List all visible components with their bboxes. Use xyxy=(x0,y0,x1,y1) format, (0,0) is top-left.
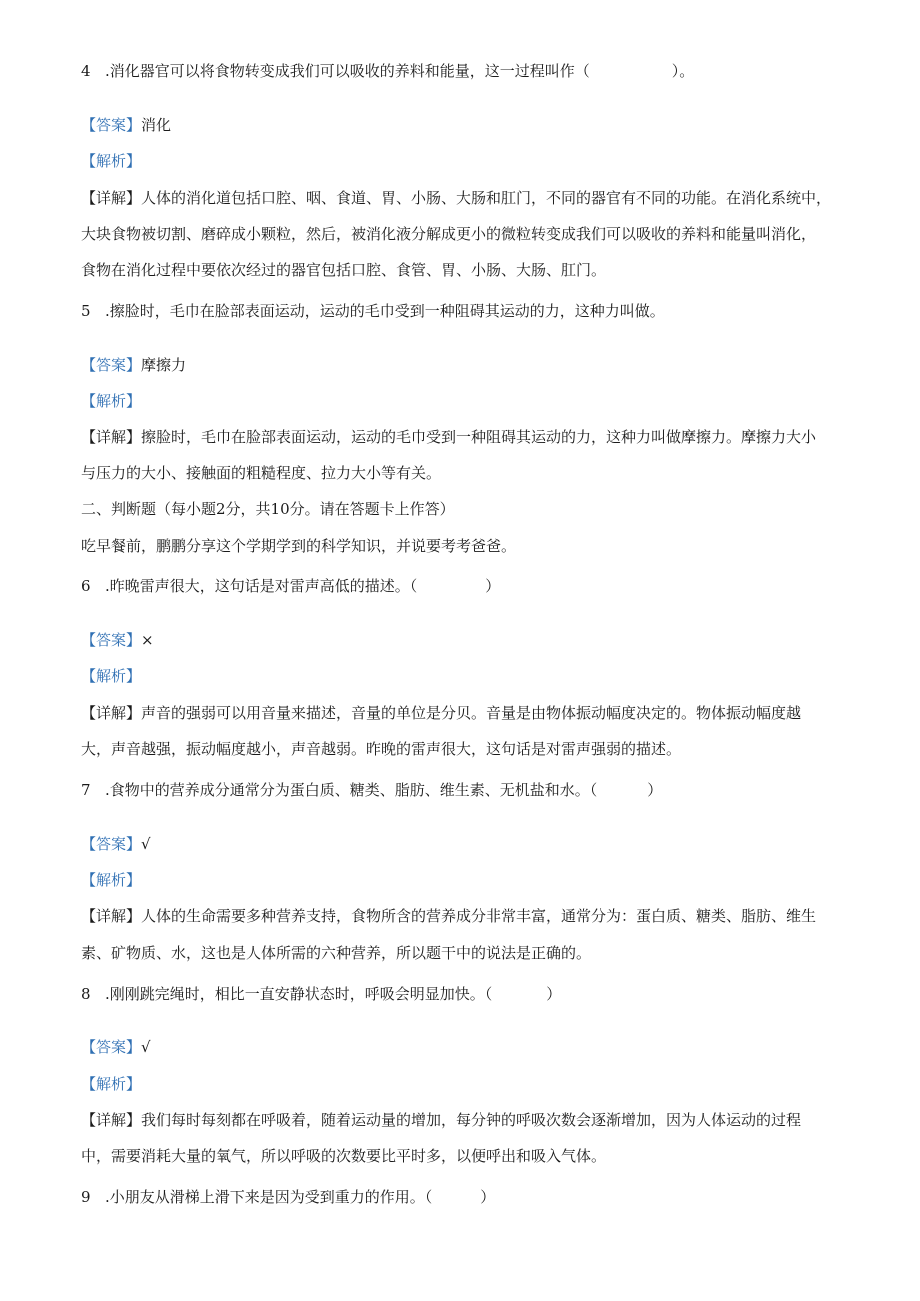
detail-4-line-1 xyxy=(81,188,831,208)
analysis-tag: 【解析】 xyxy=(81,871,142,889)
question-text: .食物中的营养成分通常分为蛋白质、糖类、脂肪、维生素、无机盐和水。（ xyxy=(105,781,598,799)
question-number: 7 xyxy=(81,781,91,799)
detail-tag: 【详解】 xyxy=(81,1111,142,1129)
answer-tag: 【答案】 xyxy=(81,356,142,374)
section-heading xyxy=(81,499,455,519)
detail-8-line-1 xyxy=(81,1110,801,1130)
answer-4 xyxy=(81,115,171,135)
answer-text: √ xyxy=(141,835,151,853)
question-number: 9 xyxy=(81,1188,91,1206)
question-close: ） xyxy=(647,781,663,799)
detail-6-line-2 xyxy=(81,739,681,759)
detail-4-line-2 xyxy=(81,224,816,244)
detail-text: 声音的强弱可以用音量来描述，音量的单位是分贝。音量是由物体振动幅度决定的。物体振动幅度越 xyxy=(141,704,802,722)
question-text: .消化器官可以将食物转变成我们可以吸收的养料和能量，这一过程叫作（ xyxy=(105,62,590,80)
question-number: 6 xyxy=(81,577,91,595)
section-intro xyxy=(81,536,516,556)
analysis-8 xyxy=(81,1074,141,1094)
detail-4-line-3 xyxy=(81,260,606,280)
detail-6-line-1 xyxy=(81,703,801,723)
detail-tag: 【详解】 xyxy=(81,704,142,722)
detail-5-line-2 xyxy=(81,463,441,483)
analysis-7 xyxy=(81,870,141,890)
answer-8 xyxy=(81,1037,151,1057)
detail-7-line-1 xyxy=(81,906,816,926)
analysis-4 xyxy=(81,151,141,171)
question-number: 4 xyxy=(81,62,91,80)
analysis-tag: 【解析】 xyxy=(81,392,142,410)
answer-5 xyxy=(81,355,186,375)
detail-text: 食物在消化过程中要依次经过的器官包括口腔、食管、胃、小肠、大肠、肛门。 xyxy=(81,261,607,279)
answer-text: 摩擦力 xyxy=(141,356,187,374)
answer-6 xyxy=(81,630,154,650)
question-close: ） xyxy=(480,1188,496,1206)
answer-tag: 【答案】 xyxy=(81,116,142,134)
detail-tag: 【详解】 xyxy=(81,428,142,446)
answer-tag: 【答案】 xyxy=(81,835,142,853)
detail-text: 人体的生命需要多种营养支持，食物所含的营养成分非常丰富，通常分为：蛋白质、糖类、脂肪、维生 xyxy=(141,907,817,925)
question-text: .小朋友从滑梯上滑下来是因为受到重力的作用。（ xyxy=(105,1188,433,1206)
detail-text: 素、矿物质、水，这也是人体所需的六种营养，所以题干中的说法是正确的。 xyxy=(81,944,592,962)
question-text: .擦脸时，毛巾在脸部表面运动，运动的毛巾受到一种阻碍其运动的力，这种力叫做。 xyxy=(105,302,665,320)
analysis-tag: 【解析】 xyxy=(81,152,142,170)
detail-text: 擦脸时，毛巾在脸部表面运动，运动的毛巾受到一种阻碍其运动的力，这种力叫做摩擦力。摩擦力大小 xyxy=(141,428,817,446)
answer-text: × xyxy=(141,631,154,649)
detail-7-line-2 xyxy=(81,943,591,963)
question-close: ） xyxy=(546,985,562,1003)
answer-text: √ xyxy=(141,1038,151,1056)
question-8 xyxy=(81,984,561,1004)
answer-text: 消化 xyxy=(141,116,172,134)
question-7 xyxy=(81,780,662,800)
question-6 xyxy=(81,576,500,596)
detail-text: 人体的消化道包括口腔、咽、食道、胃、小肠、大肠和肛门，不同的器官有不同的功能。在消化系统中， xyxy=(141,189,832,207)
analysis-5 xyxy=(81,391,141,411)
section-intro-text: 吃早餐前，鹏鹏分享这个学期学到的科学知识，并说要考考爸爸。 xyxy=(81,537,517,555)
analysis-6 xyxy=(81,666,141,686)
detail-text: 大块食物被切割、磨碎成小颗粒，然后，被消化液分解成更小的微粒转变成我们可以吸收的养料和能量叫消化， xyxy=(81,225,817,243)
detail-text: 我们每时每刻都在呼吸着，随着运动量的增加，每分钟的呼吸次数会逐渐增加，因为人体运动的过程 xyxy=(141,1111,802,1129)
question-text: .刚刚跳完绳时，相比一直安静状态时，呼吸会明显加快。（ xyxy=(105,985,493,1003)
detail-text: 与压力的大小、接触面的粗糙程度、拉力大小等有关。 xyxy=(81,464,442,482)
answer-tag: 【答案】 xyxy=(81,1038,142,1056)
detail-text: 中，需要消耗大量的氧气，所以呼吸的次数要比平时多，以便呼出和吸入气体。 xyxy=(81,1147,607,1165)
answer-tag: 【答案】 xyxy=(81,631,142,649)
detail-text: 大，声音越强，振动幅度越小，声音越弱。昨晚的雷声很大，这句话是对雷声强弱的描述。 xyxy=(81,740,682,758)
detail-8-line-2 xyxy=(81,1146,606,1166)
detail-tag: 【详解】 xyxy=(81,907,142,925)
question-9 xyxy=(81,1187,495,1207)
question-close: ） xyxy=(485,577,501,595)
analysis-tag: 【解析】 xyxy=(81,667,142,685)
question-number: 5 xyxy=(81,302,91,320)
question-number: 8 xyxy=(81,985,91,1003)
detail-tag: 【详解】 xyxy=(81,189,142,207)
detail-5-line-1 xyxy=(81,427,816,447)
question-4 xyxy=(81,61,694,81)
question-text: .昨晚雷声很大，这句话是对雷声高低的描述。（ xyxy=(105,577,418,595)
analysis-tag: 【解析】 xyxy=(81,1075,142,1093)
section-heading-text: 二、判断题（每小题2分，共10分。请在答题卡上作答） xyxy=(81,500,455,518)
question-5 xyxy=(81,301,665,321)
answer-7 xyxy=(81,834,151,854)
question-close: ）。 xyxy=(671,62,695,80)
